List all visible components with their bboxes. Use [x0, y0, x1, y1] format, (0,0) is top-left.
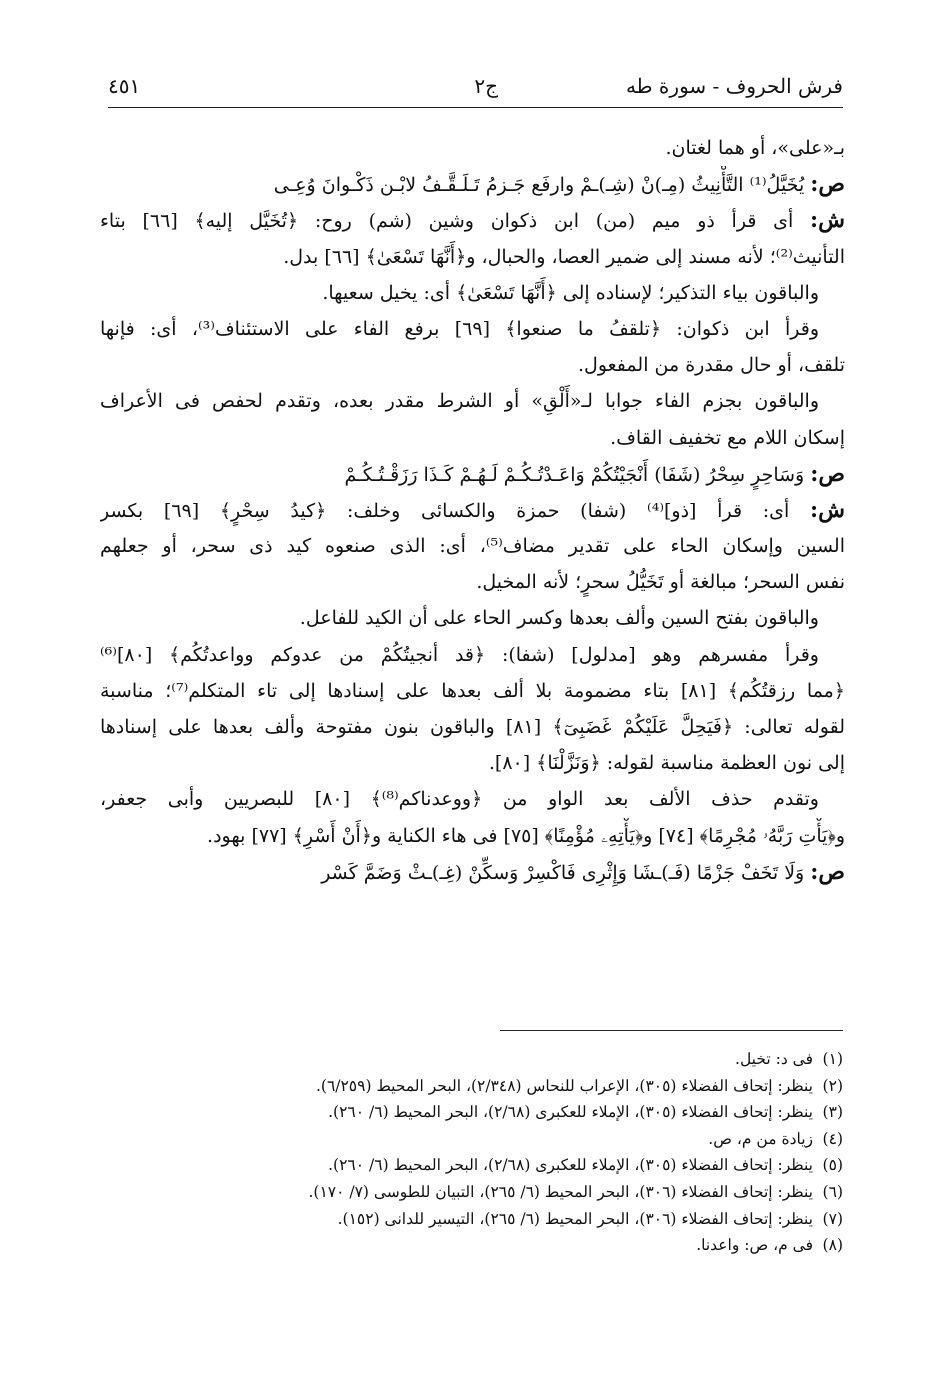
text-line: والباقون بفتح السين وألف بعدها وكسر الحاء على أن الكيد للفاعل. [299, 607, 819, 630]
header-rule [108, 107, 843, 108]
verse-line: ص: يُخَيَّلُ⁽¹⁾ التَّأْنِيثُ (مِـ)نْ (شِـ)ـمْ وارفَع جَـزمُ تَـلَـقَّـفُ لابْـن ذَكْـوانَ وُعِـى [273, 171, 845, 198]
footnote: (٥)ينظر: إتحاف الفضلاء (٣٠٥)، الإملاء للعكبرى (٢/٦٨)، البحر المحيط (٦/ ٢٦٠). [180, 1152, 843, 1179]
main-text [100, 130, 845, 890]
text-line: والباقون بياء التذكير؛ لإسناده إلى ﴿أَنَّهَا تَسْعَىٰ﴾ أى: يخيل سعيها. [322, 281, 819, 304]
footnote: (٣)ينظر: إتحاف الفضلاء (٣٠٥)، الإملاء للعكبرى (٢/٦٨)، البحر المحيط (٦/ ٢٦٠). [180, 1099, 843, 1126]
verse-label: ص: [810, 460, 845, 487]
footnote-number: (٣) [822, 1103, 843, 1122]
footnote-number: (١) [822, 1050, 843, 1068]
footnote-number: (٤) [822, 1129, 843, 1148]
text-line: إلى نون العظمة مناسبة لقوله: ﴿وَنَزَّلْنَا﴾ [٨٠]. [488, 752, 845, 775]
text-line: ﴿مما رزقتُكُم﴾ [٨١] بتاء مضمومة بلا ألف بعدها على إسنادها إلى تاء المتكلم⁽⁷⁾؛ مناسبة [100, 679, 845, 702]
verse-label: ص: [810, 171, 845, 198]
header-volume: ج٢ [474, 74, 498, 98]
text-line: وقرأ ابن ذكوان: ﴿تلقفُ ما صنعوا﴾ [٦٩] برفع الفاء على الاستئناف⁽³⁾، أى: فإنها [100, 317, 820, 340]
text-line: و﴿يَأْتِ رَبَّهُۥ مُجْرِمًا﴾ [٧٤] و﴿يَأْتِهِۦ مُؤْمِنًا﴾ [٧٥] فى هاء الكناية و﴿أَنْ أَسْرِ﴾ [٧٧] بهود. [207, 824, 845, 847]
text-line: وتقدم حذف الألف بعد الواو من ﴿ووعدناكم⁽⁸⁾﴾ [٨٠] للبصريين وأبى جعفر، [100, 788, 819, 811]
text-line: إسكان اللام مع تخفيف القاف. [610, 426, 845, 449]
footnote: (٢)ينظر: إتحاف الفضلاء (٣٠٥)، الإعراب للنحاس (٢/٣٤٨)، البحر المحيط (٦/٢٥٩). [180, 1073, 843, 1100]
text-line: وقرأ مفسرهم وهو [مدلول] (شفا): ﴿قد أنجيتُكُمْ من عدوكم وواعدتُكُم﴾ [٨٠]⁽⁶⁾ [100, 643, 819, 666]
footnote: (١)فى د: تخيل. [180, 1046, 843, 1073]
footnotes [180, 1046, 843, 1259]
text-line: التأنيث⁽²⁾؛ لأنه مسند إلى ضمير العصا، والحبال، و﴿أَنَّهَا تَسْعَىٰ﴾ [٦٦] بدل. [283, 245, 845, 268]
verse-line: ص: وَسَاحِرٍ سِحْرُ (شَفَا) أَنْجَيْتُكُمْ وَاعَـدْتُـكُـمْ لَـهُـمْ كَـذَا رَزَقْـتُـكُـمْ [344, 460, 845, 487]
running-header [108, 70, 843, 106]
text-line: السين وإسكان الحاء على تقدير مضاف⁽⁵⁾، أى: الذى صنعوه كيد ذى سحر، أو جعلهم [100, 535, 845, 558]
verse-line: ص: وَلَا تَخَفْ جَزْمًا (فَـ)ـشَا وَإِثْرِى فَاكْسِرْ وَسكِّنْ (غِـ)ـثْ وَضَمَّ كَسْر [321, 858, 845, 885]
footnote: (٤)زيادة من م، ص. [180, 1126, 843, 1153]
commentary-line: ش: أى: قرأ [ذو]⁽⁴⁾ (شفا) حمزة والكسائى وخلف: ﴿كيدُ سِحْرٍ﴾ [٦٩] بكسر [100, 496, 845, 523]
header-title: فرش الحروف - سورة طه [625, 74, 843, 98]
text-line: بـ«على»، أو هما لغتان. [665, 137, 845, 159]
footnote-number: (٨) [822, 1236, 843, 1255]
text-line: نفس السحر؛ مبالغة أو تَخَيُّلُ سحرٍ؛ لأنه المخيل. [476, 571, 845, 594]
commentary-line: ش: أى قرأ ذو ميم (من) ابن ذكوان وشين (شم) روح: ﴿تُخَيَّل إليه﴾ [٦٦] بتاء [100, 207, 845, 234]
footnote-number: (٥) [822, 1156, 843, 1175]
text-line: لقوله تعالى: ﴿فَيَحِلَّ عَلَيْكُمْ غَضَبِىٓ﴾ [٨١] والباقون بنون مفتوحة وألف بعدها على إسنادها [100, 716, 845, 738]
footnote-rule [500, 1030, 843, 1031]
footnote: (٦)ينظر: إتحاف الفضلاء (٣٠٦)، البحر المحيط (٦/ ٢٦٥)، التبيان للطوسى (٧/ ١٧٠). [180, 1179, 843, 1206]
footnote-number: (٢) [822, 1076, 843, 1095]
footnote-number: (٧) [822, 1209, 843, 1228]
footnote: (٨)فى م، ص: واعدنا. [180, 1232, 843, 1259]
footnote: (٧)ينظر: إتحاف الفضلاء (٣٠٦)، البحر المحيط (٦/ ٢٦٥)، التيسير للدانى (١٥٢). [180, 1206, 843, 1233]
commentary-label: ش: [810, 207, 845, 234]
text-line: تلقف، أو حال مقدرة من المفعول. [577, 354, 845, 377]
verse-label: ص: [810, 858, 845, 885]
page-number: ٤٥١ [108, 74, 141, 98]
text-line: والباقون بجزم الفاء جوابا لـ«أَلْقِ» أو الشرط مقدر بعده، وتقدم لحفص فى الأعراف [100, 390, 819, 413]
commentary-label: ش: [810, 496, 845, 523]
footnote-number: (٦) [822, 1182, 843, 1201]
